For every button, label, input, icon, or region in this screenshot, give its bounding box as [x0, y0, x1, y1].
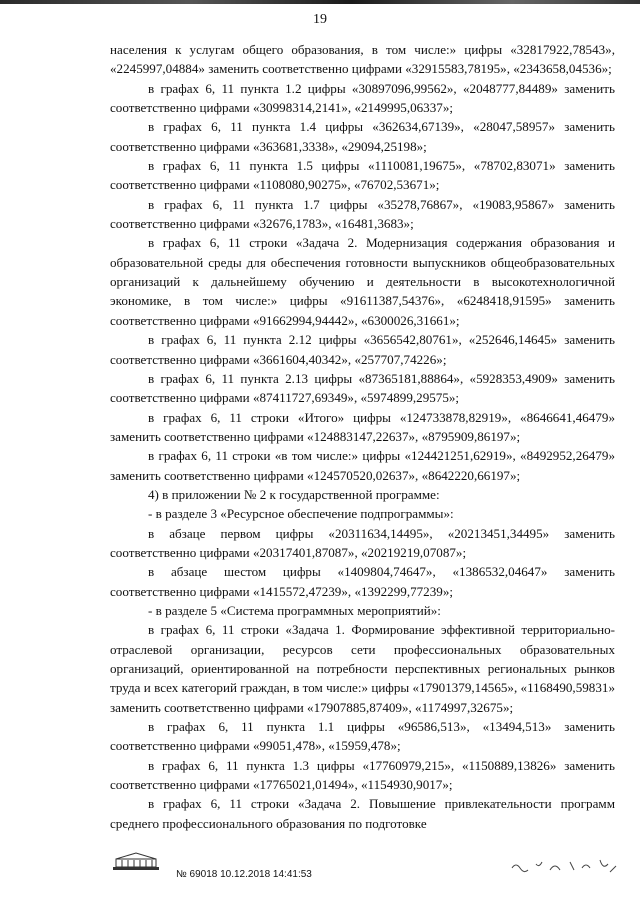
government-building-stamp-icon — [112, 851, 160, 871]
paragraph: населения к услугам общего образования, в том числе:» цифры «32817922,78543», «2245997,04884» заменить соответственно цифрами «32915583,78195», «2343658,04536»; — [110, 42, 615, 77]
paragraph: в графах 6, 11 пункта 1.3 цифры «17760979,215», «1150889,13826» заменить соответственно цифрами «17765021,01494», «1154930,9017»; — [110, 757, 615, 793]
paragraph: в графах 6, 11 пункта 2.12 цифры «3656542,80761», «252646,14645» заменить соответственно цифрами «3661604,40342», «257707,74226»; — [110, 332, 615, 367]
paragraph: в графах 6, 11 строки «Задача 2. Повышение привлекательности программ среднего профессионального образования по подготовке — [110, 796, 615, 831]
paragraph: в графах 6, 11 строки «в том числе:» цифры «124421251,62919», «8492952,26479» заменить соответственно цифрами «124570520,02637», «8642220,66197»; — [110, 448, 615, 483]
document-registration-stamp: № 69018 10.12.2018 14:41:53 — [176, 869, 312, 880]
paragraph: в абзаце первом цифры «20311634,14495», «20213451,34495» заменить соответственно цифрами «20317401,87087», «20219219,07087»; — [110, 525, 615, 560]
paragraph: 4) в приложении № 2 к государственной программе: — [148, 486, 440, 502]
paragraph: - в разделе 5 «Система программных мероприятий»: — [148, 602, 441, 618]
paragraph: в графах 6, 11 пункта 1.5 цифры «1110081,19675», «78702,83071» заменить соответственно цифрами «1108080,90275», «76702,53671»; — [110, 158, 615, 193]
document-body — [110, 40, 615, 833]
paragraph: в графах 6, 11 строки «Задача 1. Формирование эффективной территориально-отраслевой организации, ресурсов сети профессиональных образовательных организаций, ориентированной на потребности перспективных региональных рынков труда и всех категорий граждан, в том числе:» цифры «17901379,14565», «1168490,59831» заменить соответственно цифрами «17907885,87409», «1174997,32675»; — [110, 622, 615, 715]
paragraph: в графах 6, 11 пункта 1.4 цифры «362634,67139», «28047,58957» заменить соответственно цифрами «363681,3338», «29094,25198»; — [110, 119, 615, 154]
paragraph: в графах 6, 11 пункта 1.7 цифры «35278,76867», «19083,95867» заменить соответственно цифрами «32676,1783», «16481,3683»; — [110, 196, 615, 232]
handwritten-mark — [510, 850, 620, 880]
page-number: 19 — [313, 12, 327, 27]
paragraph: в графах 6, 11 пункта 1.1 цифры «96586,513», «13494,513» заменить соответственно цифрами «99051,478», «15959,478»; — [110, 719, 615, 754]
paragraph: в абзаце шестом цифры «1409804,74647», «1386532,04647» заменить соответственно цифрами «1415572,47239», «1392299,77239»; — [110, 564, 615, 599]
paragraph: в графах 6, 11 строки «Итого» цифры «124733878,82919», «8646641,46479» заменить соответственно цифрами «124883147,22637», «8795909,86197»; — [110, 409, 615, 444]
paragraph: в графах 6, 11 пункта 2.13 цифры «87365181,88864», «5928353,4909» заменить соответственно цифрами «87411727,69349», «5974899,29575»; — [110, 370, 615, 406]
paragraph: - в разделе 3 «Ресурсное обеспечение подпрограммы»: — [148, 506, 454, 522]
scan-top-edge — [0, 0, 640, 4]
paragraph: в графах 6, 11 пункта 1.2 цифры «30897096,99562», «2048777,84489» заменить соответственно цифрами «30998314,2141», «2149995,06337»; — [110, 80, 615, 116]
paragraph: в графах 6, 11 строки «Задача 2. Модернизация содержания образования и образовательной среды для обеспечения готовности выпускников общеобразовательных организаций к дальнейшему обучению и деятельности в высокотехнологичной экономике, в том числе:» цифры «91611387,54376», «6248418,91595» заменить соответственно цифрами «91662994,94442», «6300026,31661»; — [110, 235, 615, 328]
